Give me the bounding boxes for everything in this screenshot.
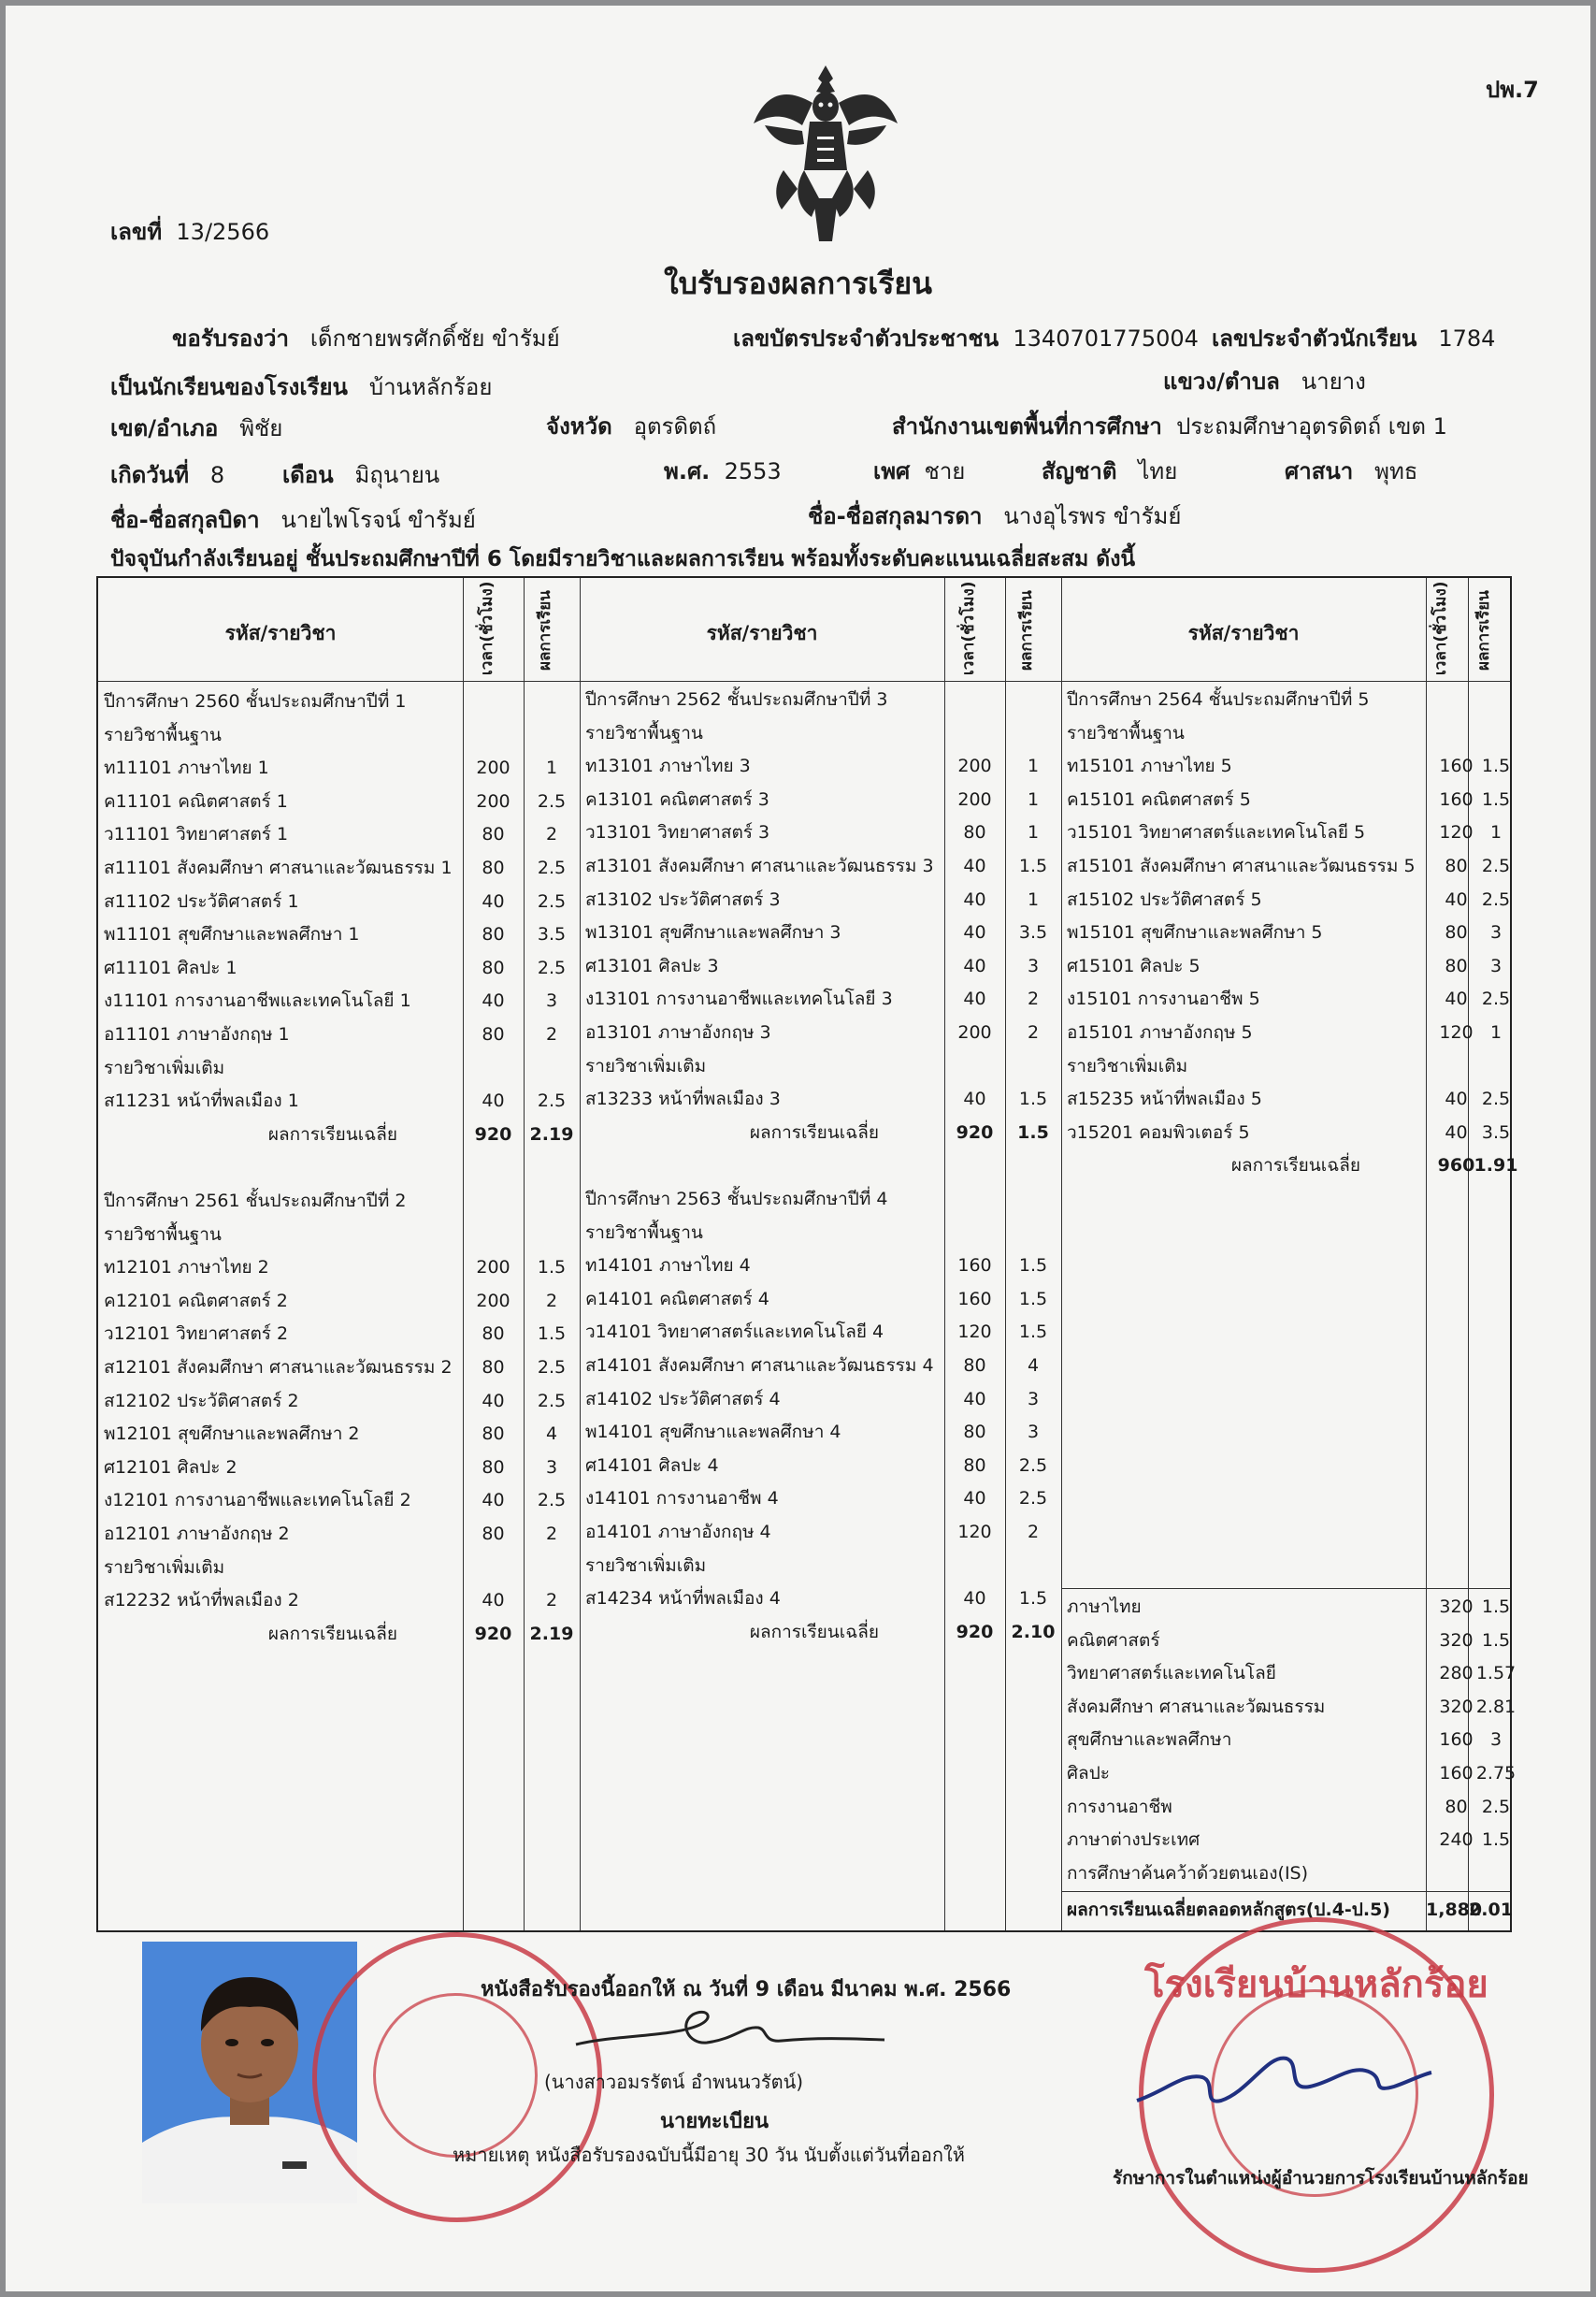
header-grade-3: ผลการเรียน: [1474, 590, 1493, 671]
grade-cell: 4: [545, 1423, 558, 1445]
subject-cell: ง15101 การงานอาชีพ 5: [1067, 989, 1260, 1010]
hours-cell: 280: [1439, 1663, 1474, 1684]
subject-cell: ค11101 คณิตศาสตร์ 1: [104, 790, 288, 812]
grade-cell: 2.5: [1481, 1089, 1511, 1110]
subject-cell: อ13101 ภาษาอังกฤษ 3: [585, 1022, 771, 1043]
header-hours-1: เวลา(ชั่วโมง): [478, 581, 496, 675]
grade-cell: 2: [545, 1590, 558, 1611]
birth-month-row: [282, 456, 439, 493]
header-hours-2: เวลา(ชั่วโมง): [959, 581, 978, 675]
grade-cell: 2.5: [537, 1490, 567, 1511]
grade-cell: 2.5: [537, 858, 567, 878]
subject-cell: คณิตศาสตร์: [1067, 1629, 1160, 1651]
month-label: เดือน: [282, 462, 334, 488]
subject-cell: อ12101 ภาษาอังกฤษ 2: [104, 1524, 290, 1544]
subject-cell: ค15101 คณิตศาสตร์ 5: [1067, 788, 1251, 810]
subject-cell: รายวิชาพื้นฐาน: [585, 722, 703, 744]
hours-cell: 160: [957, 1255, 992, 1277]
header-grade-1: ผลการเรียน: [536, 590, 554, 671]
grade-cell: 2.5: [537, 790, 567, 812]
subject-cell: ง14101 การงานอาชีพ 4: [585, 1488, 779, 1510]
grades-table: [96, 576, 1518, 1932]
hours-cell: 200: [476, 1290, 510, 1311]
province-row: [546, 408, 716, 444]
hours-cell: 160: [957, 1288, 992, 1309]
subject-cell: ปีการศึกษา 2563 ชั้นประถมศึกษาปีที่ 4: [585, 1189, 888, 1209]
father-label: ชื่อ-ชื่อสกุลบิดา: [110, 507, 260, 533]
average-label: ผลการเรียนเฉลี่ย: [1230, 1155, 1360, 1177]
district-row: [110, 410, 282, 446]
subject-cell: ท14101 ภาษาไทย 4: [585, 1255, 751, 1277]
grade-cell: 3.5: [537, 924, 567, 946]
grade-cell: 1.5: [537, 1257, 567, 1279]
area: ประถมศึกษาอุตรดิตถ์ เขต 1: [1176, 413, 1447, 440]
born-label: เกิดวันที่: [110, 462, 190, 488]
grade-cell: 3: [545, 1456, 558, 1478]
hours-cell: 200: [476, 1257, 510, 1279]
hours-cell: 80: [482, 824, 505, 845]
subject-cell: พ13101 สุขศึกษาและพลศึกษา 3: [585, 922, 841, 944]
doc-number-label: เลขที่: [110, 219, 163, 245]
header-subject-3: รหัส/รายวิชา: [1187, 622, 1300, 644]
hours-cell: 80: [482, 924, 505, 946]
subject-cell: ส12102 ประวัติศาสตร์ 2: [104, 1390, 299, 1411]
hours-cell: 80: [482, 858, 505, 878]
school-name: บ้านหลักร้อย: [368, 374, 493, 400]
grade-cell: 2: [1027, 1522, 1040, 1542]
year-label: พ.ศ.: [664, 458, 711, 484]
grade-cell: 2: [545, 824, 558, 845]
grade-cell: 1.5: [1481, 1596, 1511, 1617]
father-name: นายไพโรจน์ ขำรัมย์: [280, 507, 476, 533]
subject-cell: ปีการศึกษา 2562 ชั้นประถมศึกษาปีที่ 3: [585, 689, 888, 710]
subject-cell: ง12101 การงานอาชีพและเทคโนโลยี 2: [104, 1490, 411, 1511]
hours-cell: 160: [1439, 788, 1474, 810]
grade-cell: 1.5: [1018, 1588, 1048, 1610]
subject-cell: สุขศึกษาและพลศึกษา: [1067, 1729, 1232, 1751]
subject-cell: ภาษาไทย: [1067, 1596, 1142, 1617]
hours-cell: 160: [1439, 1729, 1474, 1751]
birth-day-row: [110, 456, 224, 493]
grade-cell: 2.19: [529, 1623, 574, 1644]
grade-cell: 2.5: [1481, 856, 1511, 876]
subject-cell: รายวิชาเพิ่มเติม: [585, 1554, 707, 1576]
subject-cell: ศ14101 ศิลปะ 4: [585, 1454, 719, 1476]
grade-cell: 1.5: [1018, 1089, 1048, 1110]
subject-cell: ง11101 การงานอาชีพและเทคโนโลยี 1: [104, 990, 411, 1012]
garuda-emblem-icon: [746, 58, 905, 245]
subject-cell: ท15101 ภาษาไทย 5: [1067, 756, 1232, 777]
registrar-name: (นางสาวอมรรัตน์ อำพนนวรัตน์): [544, 2071, 804, 2093]
subject-cell: ส11102 ประวัติศาสตร์ 1: [104, 890, 299, 912]
hours-cell: 40: [482, 1590, 505, 1611]
birth-year-row: [664, 453, 782, 489]
nation-row: [1042, 453, 1177, 489]
grade-cell: 1.5: [1018, 856, 1048, 876]
subject-cell: ส13102 ประวัติศาสตร์ 3: [585, 888, 781, 910]
subject-cell: ส14234 หน้าที่พลเมือง 4: [585, 1588, 781, 1610]
grade-cell: 1.5: [1481, 788, 1511, 810]
father-row: [110, 501, 476, 538]
subject-cell: รายวิชาพื้นฐาน: [1067, 722, 1185, 744]
grade-cell: 2.10: [1011, 1621, 1056, 1642]
overall-grade: 2.01: [1469, 1900, 1513, 1920]
registrar-signature-icon: [557, 1998, 894, 2063]
school-label: เป็นนักเรียนของโรงเรียน: [110, 374, 348, 400]
hours-cell: 920: [956, 1121, 994, 1143]
hours-cell: 200: [957, 1022, 992, 1043]
hours-cell: 80: [482, 1524, 505, 1544]
grade-cell: 2.5: [537, 890, 567, 912]
grade-cell: 1: [1027, 788, 1040, 810]
grade-cell: 1: [1027, 822, 1040, 844]
hours-cell: 40: [963, 888, 986, 910]
hours-cell: 320: [1439, 1629, 1474, 1651]
subject-cell: พ12101 สุขศึกษาและพลศึกษา 2: [104, 1423, 360, 1445]
nation: ไทย: [1138, 458, 1178, 484]
grade-cell: 2.5: [537, 1390, 567, 1411]
grade-cell: 2.5: [537, 1091, 567, 1112]
hours-cell: 40: [963, 1089, 986, 1110]
hours-cell: 80: [1445, 856, 1468, 876]
subject-cell: ส14102 ประวัติศาสตร์ 4: [585, 1388, 781, 1409]
hours-cell: 120: [957, 1522, 992, 1542]
hours-cell: 960: [1437, 1155, 1475, 1177]
subject-cell: ว11101 วิทยาศาสตร์ 1: [104, 824, 289, 845]
subject-cell: ค14101 คณิตศาสตร์ 4: [585, 1288, 769, 1309]
grade-cell: 1: [1027, 756, 1040, 777]
district-label: เขต/อำเภอ: [110, 415, 219, 441]
subject-cell: ปีการศึกษา 2560 ชั้นประถมศึกษาปีที่ 1: [104, 691, 407, 712]
national-id-label: เลขบัตรประจำตัวประชาชน: [733, 325, 999, 352]
grade-cell: 2: [1027, 1022, 1040, 1043]
subject-cell: รายวิชาเพิ่มเติม: [1067, 1055, 1188, 1076]
subject-cell: การงานอาชีพ: [1067, 1796, 1172, 1817]
header-subject-1: รหัส/รายวิชา: [224, 622, 337, 644]
id-row: [733, 320, 1199, 356]
mother-row: [808, 498, 1181, 534]
subject-cell: อ15101 ภาษาอังกฤษ 5: [1067, 1022, 1253, 1043]
grade-cell: 1: [1489, 1022, 1503, 1043]
subject-cell: ปีการศึกษา 2564 ชั้นประถมศึกษาปีที่ 5: [1067, 689, 1370, 710]
grade-cell: 2: [545, 1524, 558, 1544]
grade-cell: 3: [1489, 1729, 1503, 1751]
average-label: ผลการเรียนเฉลี่ย: [749, 1621, 879, 1642]
grade-cell: 1: [1489, 822, 1503, 844]
subject-cell: ท13101 ภาษาไทย 3: [585, 756, 751, 777]
header-hours-3: เวลา(ชั่วโมง): [1431, 581, 1450, 675]
subject-cell: ว15201 คอมพิวเตอร์ 5: [1067, 1121, 1250, 1143]
grade-cell: 2.75: [1475, 1763, 1517, 1784]
hours-cell: 920: [474, 1123, 512, 1145]
born-month: มิถุนายน: [354, 462, 440, 488]
subject-cell: ท12101 ภาษาไทย 2: [104, 1257, 269, 1279]
subject-cell: ง13101 การงานอาชีพและเทคโนโลยี 3: [585, 989, 893, 1010]
issue-date: หนังสือรับรองนี้ออกให้ ณ วันที่ 9 เดือน มีนาคม พ.ศ. 2566: [481, 1978, 1012, 2001]
subject-cell: อ11101 ภาษาอังกฤษ 1: [104, 1024, 290, 1045]
nation-label: สัญชาติ: [1042, 458, 1117, 484]
hours-cell: 920: [956, 1621, 994, 1642]
director-signature-icon: [1128, 2035, 1436, 2119]
subject-cell: อ14101 ภาษาอังกฤษ 4: [585, 1522, 771, 1542]
grade-cell: 2: [1027, 989, 1040, 1010]
grade-cell: 1.5: [1481, 1629, 1511, 1651]
grade-cell: 3: [1027, 1422, 1040, 1443]
hours-cell: 40: [963, 922, 986, 944]
overall-average-label: ผลการเรียนเฉลี่ยตลอดหลักสูตร(ป.4-ป.5): [1067, 1900, 1390, 1920]
hours-cell: 200: [957, 788, 992, 810]
subject-cell: ส12232 หน้าที่พลเมือง 2: [104, 1590, 299, 1611]
hours-cell: 320: [1439, 1596, 1474, 1617]
hours-cell: 40: [482, 990, 505, 1012]
grade-cell: 4: [1027, 1355, 1040, 1376]
student-name-row: [172, 320, 560, 356]
average-label: ผลการเรียนเฉลี่ย: [267, 1123, 397, 1145]
hours-cell: 80: [963, 1355, 986, 1376]
grade-cell: 1.5: [537, 1323, 567, 1345]
grade-cell: 2.19: [529, 1123, 574, 1145]
grade-cell: 1.5: [1017, 1121, 1049, 1143]
grade-cell: 1.5: [1018, 1255, 1048, 1277]
student-name: เด็กชายพรศักดิ์ชัย ขำรัมย์: [309, 325, 560, 352]
subject-cell: สังคมศึกษา ศาสนาและวัฒนธรรม: [1067, 1696, 1326, 1717]
hours-cell: 240: [1439, 1829, 1474, 1851]
hours-cell: 40: [1445, 888, 1468, 910]
hours-cell: 920: [474, 1623, 512, 1644]
sex-label: เพศ: [873, 458, 911, 484]
overall-hours: 1,880: [1426, 1900, 1483, 1920]
subject-cell: ส15102 ประวัติศาสตร์ 5: [1067, 888, 1262, 910]
subject-cell: ว12101 วิทยาศาสตร์ 2: [104, 1323, 289, 1345]
hours-cell: 80: [1445, 922, 1468, 944]
hours-cell: 120: [1439, 1022, 1474, 1043]
hours-cell: 40: [1445, 1089, 1468, 1110]
grade-cell: 3: [1027, 1388, 1040, 1409]
mother-name: นางอุไรพร ขำรัมย์: [1003, 503, 1182, 529]
hours-cell: 40: [482, 890, 505, 912]
district: พิชัย: [239, 415, 283, 441]
subject-cell: รายวิชาเพิ่มเติม: [104, 1556, 225, 1578]
hours-cell: 40: [482, 1490, 505, 1511]
subject-cell: ส13233 หน้าที่พลเมือง 3: [585, 1089, 781, 1110]
average-label: ผลการเรียนเฉลี่ย: [749, 1121, 879, 1143]
subject-cell: ส15235 หน้าที่พลเมือง 5: [1067, 1089, 1262, 1110]
subject-cell: การศึกษาค้นคว้าด้วยตนเอง(IS): [1067, 1862, 1309, 1884]
subject-cell: พ11101 สุขศึกษาและพลศึกษา 1: [104, 924, 360, 946]
student-id: 1784: [1438, 325, 1496, 352]
grade-cell: 1.5: [1018, 1288, 1048, 1309]
subject-cell: ส12101 สังคมศึกษา ศาสนาและวัฒนธรรม 2: [104, 1357, 453, 1378]
hours-cell: 40: [963, 1388, 986, 1409]
grade-cell: 2: [545, 1024, 558, 1045]
religion-row: [1285, 453, 1417, 489]
subject-cell: ส11231 หน้าที่พลเมือง 1: [104, 1091, 299, 1112]
doc-number-row: [110, 213, 269, 250]
subject-cell: ศ12101 ศิลปะ 2: [104, 1456, 237, 1478]
document-title: ใบรับรองผลการเรียน: [663, 266, 933, 301]
hours-cell: 200: [957, 756, 992, 777]
hours-cell: 40: [482, 1390, 505, 1411]
subject-cell: พ15101 สุขศึกษาและพลศึกษา 5: [1067, 922, 1323, 944]
grade-cell: 1.91: [1474, 1155, 1518, 1177]
student-id-row: [1212, 320, 1495, 356]
grade-cell: 1.57: [1475, 1663, 1517, 1684]
grade-cell: 2.81: [1475, 1696, 1517, 1717]
hours-cell: 80: [963, 1454, 986, 1476]
subject-cell: ท11101 ภาษาไทย 1: [104, 758, 269, 779]
hours-cell: 40: [1445, 1121, 1468, 1143]
hours-cell: 40: [963, 1488, 986, 1510]
hours-cell: 120: [957, 1322, 992, 1343]
average-label: ผลการเรียนเฉลี่ย: [267, 1623, 397, 1644]
religion: พุทธ: [1374, 458, 1418, 484]
subject-cell: รายวิชาพื้นฐาน: [104, 724, 222, 745]
header-grade-2: ผลการเรียน: [1017, 590, 1036, 671]
province-label: จังหวัด: [546, 413, 612, 440]
born-year: 2553: [724, 458, 782, 484]
born-day: 8: [209, 462, 225, 488]
subject-cell: ภาษาต่างประเทศ: [1067, 1829, 1201, 1851]
grade-cell: 1.5: [1481, 1829, 1511, 1851]
hours-cell: 40: [482, 1091, 505, 1112]
hours-cell: 120: [1439, 822, 1474, 844]
subdistrict: นายาง: [1301, 368, 1366, 395]
hours-cell: 80: [482, 957, 505, 978]
hours-cell: 40: [1445, 989, 1468, 1010]
grade-cell: 1: [1027, 888, 1040, 910]
sex-row: [873, 453, 965, 489]
subject-cell: ศิลปะ: [1067, 1763, 1110, 1784]
hours-cell: 80: [1445, 1796, 1468, 1817]
subject-cell: ศ15101 ศิลปะ 5: [1067, 955, 1201, 976]
subject-cell: ส13101 สังคมศึกษา ศาสนาและวัฒนธรรม 3: [585, 856, 934, 876]
subject-cell: ว13101 วิทยาศาสตร์ 3: [585, 822, 770, 844]
form-code: ปพ.7: [1486, 77, 1539, 103]
subject-cell: รายวิชาเพิ่มเติม: [585, 1055, 707, 1076]
grade-cell: 3: [1489, 955, 1503, 976]
subject-cell: ส14101 สังคมศึกษา ศาสนาและวัฒนธรรม 4: [585, 1355, 934, 1376]
subject-cell: วิทยาศาสตร์และเทคโนโลยี: [1067, 1663, 1276, 1684]
grade-cell: 1: [545, 758, 558, 779]
subject-cell: รายวิชาเพิ่มเติม: [104, 1057, 225, 1078]
hours-cell: 80: [1445, 955, 1468, 976]
mother-label: ชื่อ-ชื่อสกุลมารดา: [808, 503, 983, 529]
religion-label: ศาสนา: [1285, 458, 1354, 484]
grade-cell: 1.5: [1481, 756, 1511, 777]
hours-cell: 40: [963, 955, 986, 976]
grade-cell: 2.5: [1481, 888, 1511, 910]
hours-cell: 80: [482, 1357, 505, 1378]
school-row: [110, 368, 492, 405]
grade-cell: 2: [545, 1290, 558, 1311]
subject-cell: พ14101 สุขศึกษาและพลศึกษา 4: [585, 1422, 841, 1443]
area-label: สำนักงานเขตพื้นที่การศึกษา: [892, 413, 1162, 440]
subject-cell: รายวิชาพื้นฐาน: [585, 1221, 703, 1243]
subdistrict-row: [1163, 363, 1366, 399]
grade-cell: 2.5: [537, 1357, 567, 1378]
grade-cell: 3.5: [1018, 922, 1048, 944]
province: อุตรดิตถ์: [633, 413, 717, 440]
header-subject-2: รหัส/รายวิชา: [706, 622, 818, 644]
subject-cell: ส15101 สังคมศึกษา ศาสนาและวัฒนธรรม 5: [1067, 856, 1416, 876]
grade-cell: 3.5: [1481, 1121, 1511, 1143]
grade-cell: 2.5: [537, 957, 567, 978]
subject-cell: ว15101 วิทยาศาสตร์และเทคโนโลยี 5: [1067, 822, 1366, 844]
director-title: รักษาการในตำแหน่งผู้อำนวยการโรงเรียนบ้านหลักร้อย: [1113, 2168, 1529, 2189]
grade-cell: 1.5: [1018, 1322, 1048, 1343]
doc-number: 13/2566: [176, 219, 270, 245]
hours-cell: 40: [963, 989, 986, 1010]
hours-cell: 200: [476, 790, 510, 812]
hours-cell: 80: [482, 1423, 505, 1445]
validity-note: หมายเหตุ หนังสือรับรองฉบับนี้มีอายุ 30 วัน นับตั้งแต่วันที่ออกให้: [453, 2144, 965, 2166]
sex: ชาย: [924, 458, 966, 484]
national-id: 1340701775004: [1013, 325, 1199, 352]
hours-cell: 320: [1439, 1696, 1474, 1717]
hours-cell: 40: [963, 856, 986, 876]
current-status-text: ปัจจุบันกำลังเรียนอยู่ ชั้นประถมศึกษาปีที่ 6 โดยมีรายวิชาและผลการเรียน พร้อมทั้งระดับคะแนนเฉลี่ยสะสม ดังนี้: [110, 547, 1136, 571]
grade-cell: 2.5: [1481, 989, 1511, 1010]
subject-cell: ว14101 วิทยาศาสตร์และเทคโนโลยี 4: [585, 1322, 884, 1343]
subject-cell: ศ13101 ศิลปะ 3: [585, 955, 719, 976]
grade-cell: 3: [1027, 955, 1040, 976]
subject-cell: ปีการศึกษา 2561 ชั้นประถมศึกษาปีที่ 2: [104, 1191, 407, 1211]
subject-cell: ค12101 คณิตศาสตร์ 2: [104, 1290, 288, 1311]
subject-cell: ค13101 คณิตศาสตร์ 3: [585, 788, 769, 810]
area-row: [892, 408, 1447, 444]
hours-cell: 80: [482, 1024, 505, 1045]
school-seal-text: โรงเรียนบ้านหลักร้อย: [1144, 1963, 1488, 2006]
grade-cell: 2.5: [1481, 1796, 1511, 1817]
subject-cell: ส11101 สังคมศึกษา ศาสนาและวัฒนธรรม 1: [104, 858, 453, 878]
certify-label: ขอรับรองว่า: [172, 325, 289, 352]
grade-cell: 2.5: [1018, 1488, 1048, 1510]
certificate-page: [6, 6, 1590, 2291]
subdistrict-label: แขวง/ตำบล: [1163, 368, 1280, 395]
hours-cell: 160: [1439, 756, 1474, 777]
subject-cell: รายวิชาพื้นฐาน: [104, 1223, 222, 1245]
grade-cell: 3: [1489, 922, 1503, 944]
hours-cell: 80: [963, 822, 986, 844]
hours-cell: 80: [482, 1323, 505, 1345]
hours-cell: 40: [963, 1588, 986, 1610]
subject-cell: ศ11101 ศิลปะ 1: [104, 957, 237, 978]
grade-cell: 3: [545, 990, 558, 1012]
hours-cell: 200: [476, 758, 510, 779]
hours-cell: 160: [1439, 1763, 1474, 1784]
student-id-label: เลขประจำตัวนักเรียน: [1212, 325, 1417, 352]
hours-cell: 80: [482, 1456, 505, 1478]
grade-cell: 2.5: [1018, 1454, 1048, 1476]
registrar-title: นายทะเบียน: [660, 2110, 769, 2133]
hours-cell: 80: [963, 1422, 986, 1443]
